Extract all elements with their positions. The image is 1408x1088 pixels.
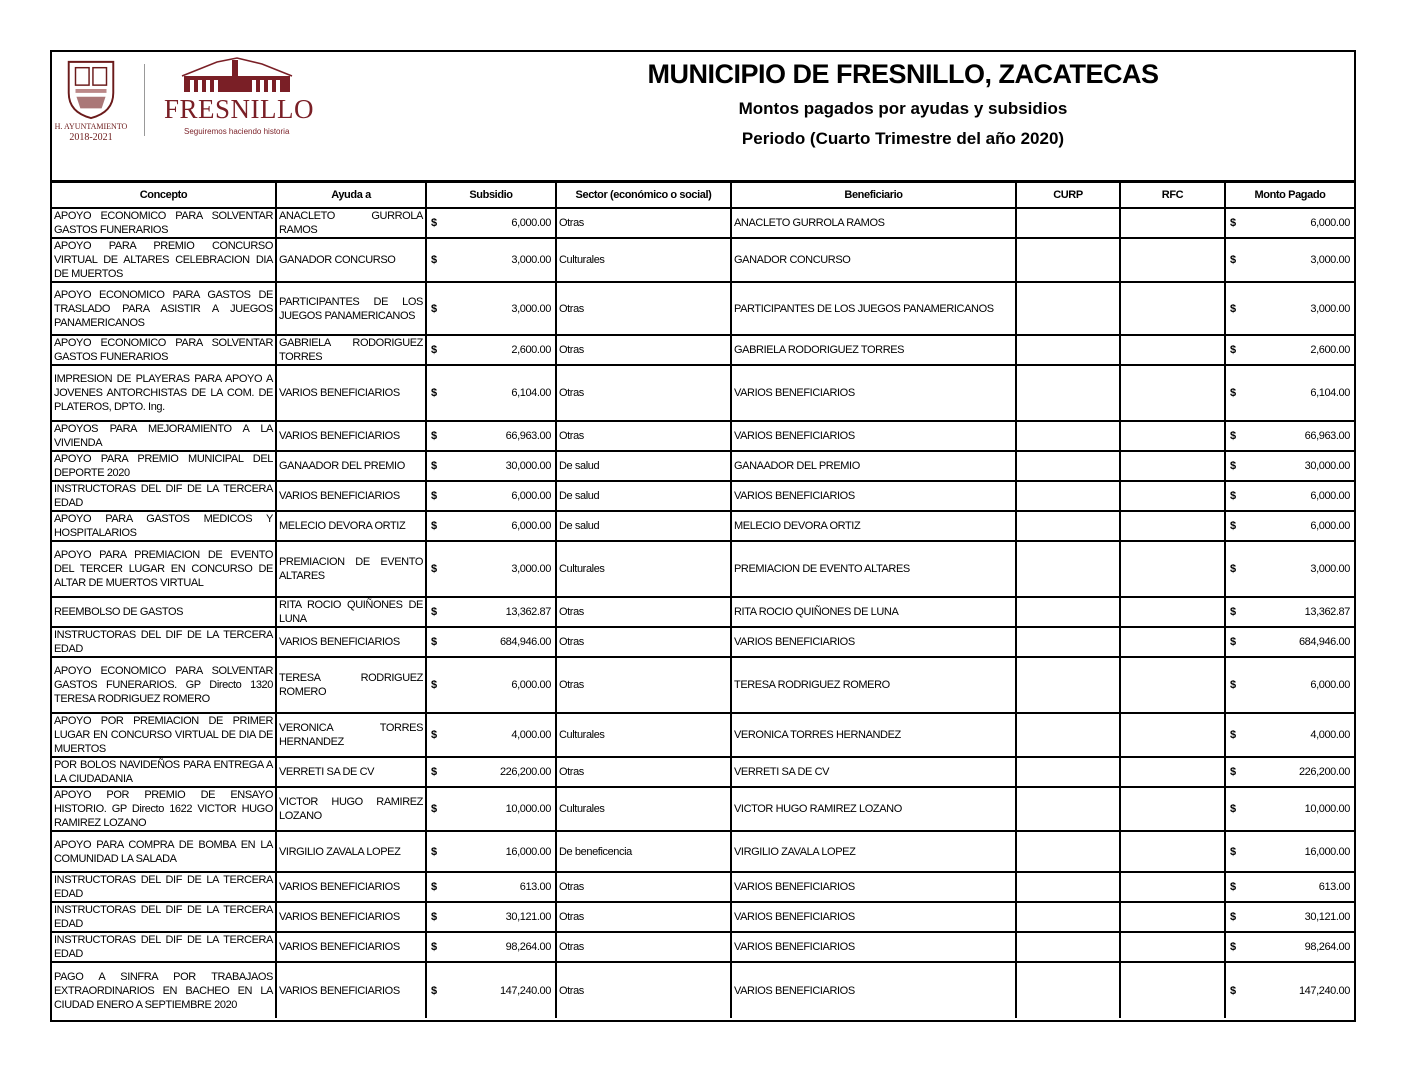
curp-cell: [1016, 932, 1120, 962]
monto-cell: [1225, 421, 1354, 451]
sector-cell: Otras: [556, 282, 731, 335]
monto-cell: [1225, 872, 1354, 902]
sector-cell: Culturales: [556, 238, 731, 282]
subsidio-cell-value: 66,963.00: [505, 430, 551, 442]
beneficiario-cell: VICTOR HUGO RAMIREZ LOZANO: [731, 787, 1016, 831]
currency-symbol: $: [1230, 636, 1236, 648]
rfc-cell: [1120, 282, 1225, 335]
subsidio-cell-value: 6,000.00: [511, 679, 551, 691]
currency-symbol: $: [1230, 911, 1236, 923]
monto-cell-value: 30,000.00: [1304, 460, 1350, 472]
monto-cell: [1225, 238, 1354, 282]
concepto-cell: APOYO PARA GASTOS MEDICOS Y HOSPITALARIOS: [52, 511, 276, 541]
column-header-subsidio: Subsidio: [426, 183, 556, 208]
concepto-cell: INSTRUCTORAS DEL DIF DE LA TERCERA EDAD: [52, 902, 276, 932]
currency-symbol: $: [1230, 845, 1236, 858]
rfc-cell: [1120, 962, 1225, 1018]
monto-cell: [1225, 932, 1354, 962]
beneficiario-cell: VARIOS BENEFICIARIOS: [731, 932, 1016, 962]
rfc-cell: [1120, 932, 1225, 962]
table-row: [52, 421, 1354, 451]
beneficiario-cell: VARIOS BENEFICIARIOS: [731, 365, 1016, 421]
monto-cell: [1225, 451, 1354, 481]
page-subtitle: Montos pagados por ayudas y subsidios: [738, 99, 1068, 118]
subsidio-cell: [426, 787, 556, 831]
table-row: [52, 831, 1354, 872]
monto-cell-value: 6,000.00: [1310, 679, 1350, 691]
beneficiario-cell: RITA ROCIO QUIÑONES DE LUNA: [731, 597, 1016, 627]
monto-cell-value: 3,000.00: [1310, 302, 1350, 315]
curp-cell: [1016, 481, 1120, 511]
beneficiario-cell: PREMIACION DE EVENTO ALTARES: [731, 541, 1016, 597]
currency-symbol: $: [431, 520, 437, 532]
subsidio-cell: [426, 282, 556, 335]
beneficiario-cell: VARIOS BENEFICIARIOS: [731, 872, 1016, 902]
sector-cell: Otras: [556, 627, 731, 657]
beneficiario-cell: VARIOS BENEFICIARIOS: [731, 902, 1016, 932]
monto-cell-value: 10,000.00: [1304, 803, 1350, 815]
concepto-cell: APOYOS PARA MEJORAMIENTO A LA VIVIENDA: [52, 421, 276, 451]
ayuda-cell: VARIOS BENEFICIARIOS: [276, 481, 426, 511]
beneficiario-cell: VERRETI SA DE CV: [731, 757, 1016, 787]
monto-cell: [1225, 208, 1354, 238]
beneficiario-cell: MELECIO DEVORA ORTIZ: [731, 511, 1016, 541]
monto-cell-value: 6,000.00: [1310, 490, 1350, 502]
subsidio-cell: [426, 962, 556, 1018]
curp-cell: [1016, 451, 1120, 481]
concepto-cell: APOYO PARA COMPRA DE BOMBA EN LA COMUNIDAD LA SALADA: [52, 831, 276, 872]
beneficiario-cell: VARIOS BENEFICIARIOS: [731, 421, 1016, 451]
subsidio-cell-value: 16,000.00: [505, 845, 551, 858]
table-row: [52, 787, 1354, 831]
column-header-sector: Sector (económico o social): [556, 183, 731, 208]
sector-cell: De beneficencia: [556, 831, 731, 872]
monto-cell-value: 147,240.00: [1298, 984, 1350, 997]
beneficiario-cell: VARIOS BENEFICIARIOS: [731, 962, 1016, 1018]
monto-cell: [1225, 627, 1354, 657]
sector-cell: Culturales: [556, 541, 731, 597]
currency-symbol: $: [431, 911, 437, 923]
rfc-cell: [1120, 757, 1225, 787]
sector-cell: Culturales: [556, 713, 731, 757]
sector-cell: De salud: [556, 481, 731, 511]
currency-symbol: $: [431, 881, 437, 893]
monto-cell-value: 16,000.00: [1304, 845, 1350, 858]
table-row: [52, 451, 1354, 481]
column-header-curp: CURP: [1016, 183, 1120, 208]
currency-symbol: $: [431, 766, 437, 778]
currency-symbol: $: [431, 254, 437, 266]
sector-cell: Otras: [556, 902, 731, 932]
ayuda-cell: VARIOS BENEFICIARIOS: [276, 902, 426, 932]
sector-cell: Otras: [556, 365, 731, 421]
subsidio-cell-value: 3,000.00: [511, 254, 551, 266]
ayuda-cell: GABRIELA RODORIGUEZ TORRES: [276, 335, 426, 365]
subsidio-cell: [426, 451, 556, 481]
monto-cell: [1225, 657, 1354, 713]
monto-cell-value: 684,946.00: [1298, 636, 1350, 648]
curp-cell: [1016, 627, 1120, 657]
rfc-cell: [1120, 902, 1225, 932]
monto-cell: [1225, 962, 1354, 1018]
currency-symbol: $: [431, 430, 437, 442]
concepto-cell: IMPRESION DE PLAYERAS PARA APOYO A JOVENES ANTORCHISTAS DE LA COM. DE PLATEROS, DPTO. Ing.: [52, 365, 276, 421]
concepto-cell: INSTRUCTORAS DEL DIF DE LA TERCERA EDAD: [52, 627, 276, 657]
subsidio-cell-value: 3,000.00: [511, 563, 551, 575]
currency-symbol: $: [431, 302, 437, 315]
subsidio-cell: [426, 365, 556, 421]
subsidio-cell-value: 226,200.00: [499, 766, 551, 778]
currency-symbol: $: [431, 460, 437, 472]
monto-cell-value: 2,600.00: [1310, 344, 1350, 356]
rfc-cell: [1120, 627, 1225, 657]
rfc-cell: [1120, 451, 1225, 481]
table-row: [52, 282, 1354, 335]
subsidio-cell: [426, 421, 556, 451]
rfc-cell: [1120, 335, 1225, 365]
rfc-cell: [1120, 238, 1225, 282]
curp-cell: [1016, 962, 1120, 1018]
currency-symbol: $: [431, 984, 437, 997]
currency-symbol: $: [431, 344, 437, 356]
ayuda-cell: VARIOS BENEFICIARIOS: [276, 932, 426, 962]
subsidio-cell-value: 684,946.00: [499, 636, 551, 648]
monto-cell: [1225, 787, 1354, 831]
curp-cell: [1016, 511, 1120, 541]
concepto-cell: APOYO POR PREMIO DE ENSAYO HISTORIO. GP Directo 1622 VICTOR HUGO RAMIREZ LOZANO: [52, 787, 276, 831]
ayuda-cell: VARIOS BENEFICIARIOS: [276, 627, 426, 657]
curp-cell: [1016, 597, 1120, 627]
concepto-cell: REEMBOLSO DE GASTOS: [52, 597, 276, 627]
column-header-ayuda: Ayuda a: [276, 183, 426, 208]
monto-cell: [1225, 757, 1354, 787]
currency-symbol: $: [1230, 302, 1236, 315]
currency-symbol: $: [1230, 490, 1236, 502]
table-row: [52, 713, 1354, 757]
concepto-cell: APOYO ECONOMICO PARA SOLVENTAR GASTOS FUNERARIOS. GP Directo 1320 TERESA RODRIGUEZ ROMERO: [52, 657, 276, 713]
currency-symbol: $: [431, 606, 437, 618]
beneficiario-cell: VERONICA TORRES HERNANDEZ: [731, 713, 1016, 757]
currency-symbol: $: [1230, 254, 1236, 266]
currency-symbol: $: [1230, 941, 1236, 953]
subsidio-cell-value: 13,362.87: [505, 606, 551, 618]
column-header-beneficiario: Beneficiario: [731, 183, 1016, 208]
currency-symbol: $: [1230, 520, 1236, 532]
rfc-cell: [1120, 787, 1225, 831]
rfc-cell: [1120, 511, 1225, 541]
monto-cell-value: 3,000.00: [1310, 563, 1350, 575]
table-row: [52, 657, 1354, 713]
subsidio-cell-value: 613.00: [519, 881, 551, 893]
table-row: [52, 627, 1354, 657]
concepto-cell: POR BOLOS NAVIDEÑOS PARA ENTREGA A LA CIUDADANIA: [52, 757, 276, 787]
subsidio-cell-value: 147,240.00: [499, 984, 551, 997]
ayuda-cell: VARIOS BENEFICIARIOS: [276, 962, 426, 1018]
curp-cell: [1016, 421, 1120, 451]
monto-cell-value: 613.00: [1318, 881, 1350, 893]
monto-cell: [1225, 335, 1354, 365]
monto-cell-value: 13,362.87: [1304, 606, 1350, 618]
rfc-cell: [1120, 365, 1225, 421]
document-header: [52, 52, 1354, 183]
currency-symbol: $: [431, 941, 437, 953]
table-row: [52, 541, 1354, 597]
beneficiario-cell: VARIOS BENEFICIARIOS: [731, 627, 1016, 657]
subsidio-cell: [426, 208, 556, 238]
monto-cell: [1225, 282, 1354, 335]
sector-cell: De salud: [556, 451, 731, 481]
sector-cell: Otras: [556, 657, 731, 713]
logo-tagline: Seguiremos haciendo historia: [184, 127, 290, 136]
ayuda-cell: GANAADOR DEL PREMIO: [276, 451, 426, 481]
subsidio-cell-value: 6,000.00: [511, 490, 551, 502]
currency-symbol: $: [431, 636, 437, 648]
beneficiario-cell: VARIOS BENEFICIARIOS: [731, 481, 1016, 511]
ayuda-cell: GANADOR CONCURSO: [276, 238, 426, 282]
table-row: [52, 365, 1354, 421]
subsidio-cell: [426, 597, 556, 627]
monto-cell: [1225, 831, 1354, 872]
rfc-cell: [1120, 657, 1225, 713]
concepto-cell: INSTRUCTORAS DEL DIF DE LA TERCERA EDAD: [52, 481, 276, 511]
monto-cell: [1225, 713, 1354, 757]
sector-cell: Otras: [556, 757, 731, 787]
monto-cell: [1225, 597, 1354, 627]
subsidio-cell-value: 10,000.00: [505, 803, 551, 815]
curp-cell: [1016, 541, 1120, 597]
concepto-cell: INSTRUCTORAS DEL DIF DE LA TERCERA EDAD: [52, 872, 276, 902]
subsidio-cell-value: 98,264.00: [505, 941, 551, 953]
ayuda-cell: VARIOS BENEFICIARIOS: [276, 421, 426, 451]
monto-cell: [1225, 365, 1354, 421]
currency-symbol: $: [431, 217, 437, 229]
subsidio-cell: [426, 932, 556, 962]
rfc-cell: [1120, 208, 1225, 238]
beneficiario-cell: VIRGILIO ZAVALA LOPEZ: [731, 831, 1016, 872]
currency-symbol: $: [1230, 563, 1236, 575]
curp-cell: [1016, 365, 1120, 421]
curp-cell: [1016, 657, 1120, 713]
currency-symbol: $: [1230, 803, 1236, 815]
rfc-cell: [1120, 597, 1225, 627]
monto-cell-value: 3,000.00: [1310, 254, 1350, 266]
currency-symbol: $: [1230, 430, 1236, 442]
currency-symbol: $: [1230, 344, 1236, 356]
table-row: [52, 902, 1354, 932]
beneficiario-cell: TERESA RODRIGUEZ ROMERO: [731, 657, 1016, 713]
sector-cell: De salud: [556, 511, 731, 541]
monto-cell-value: 98,264.00: [1304, 941, 1350, 953]
sector-cell: Otras: [556, 597, 731, 627]
table-row: [52, 872, 1354, 902]
concepto-cell: INSTRUCTORAS DEL DIF DE LA TERCERA EDAD: [52, 932, 276, 962]
table-row: [52, 962, 1354, 1018]
rfc-cell: [1120, 872, 1225, 902]
subsidies-table: [52, 183, 1354, 1018]
ayuda-cell: VICTOR HUGO RAMIREZ LOZANO: [276, 787, 426, 831]
subsidio-cell-value: 6,000.00: [511, 217, 551, 229]
sector-cell: Otras: [556, 872, 731, 902]
monto-cell-value: 226,200.00: [1298, 766, 1350, 778]
subsidio-cell: [426, 902, 556, 932]
monto-cell-value: 6,000.00: [1310, 217, 1350, 229]
curp-cell: [1016, 335, 1120, 365]
report-period: Periodo (Cuarto Trimestre del año 2020): [741, 129, 1065, 148]
curp-cell: [1016, 238, 1120, 282]
subsidio-cell: [426, 831, 556, 872]
logo-wordmark: FRESNILLO: [164, 94, 315, 124]
subsidio-cell: [426, 541, 556, 597]
currency-symbol: $: [431, 729, 437, 741]
sector-cell: Otras: [556, 208, 731, 238]
ayuda-cell: ANACLETO GURROLA RAMOS: [276, 208, 426, 238]
concepto-cell: APOYO ECONOMICO PARA SOLVENTAR GASTOS FUNERARIOS: [52, 208, 276, 238]
subsidio-cell: [426, 872, 556, 902]
subsidio-cell-value: 3,000.00: [511, 302, 551, 315]
curp-cell: [1016, 282, 1120, 335]
concepto-cell: APOYO PARA PREMIO MUNICIPAL DEL DEPORTE 2020: [52, 451, 276, 481]
monto-cell-value: 4,000.00: [1310, 729, 1350, 741]
currency-symbol: $: [431, 845, 437, 858]
rfc-cell: [1120, 831, 1225, 872]
column-header-monto: Monto Pagado: [1225, 183, 1354, 208]
currency-symbol: $: [431, 803, 437, 815]
subsidio-cell-value: 30,000.00: [505, 460, 551, 472]
currency-symbol: $: [1230, 217, 1236, 229]
rfc-cell: [1120, 541, 1225, 597]
currency-symbol: $: [431, 679, 437, 691]
sector-cell: Culturales: [556, 787, 731, 831]
table-row: [52, 511, 1354, 541]
currency-symbol: $: [431, 387, 437, 399]
seal-caption-line: H. AYUNTAMIENTO: [54, 122, 128, 131]
subsidio-cell-value: 6,104.00: [511, 387, 551, 399]
beneficiario-cell: ANACLETO GURROLA RAMOS: [731, 208, 1016, 238]
monto-cell: [1225, 541, 1354, 597]
curp-cell: [1016, 787, 1120, 831]
rfc-cell: [1120, 713, 1225, 757]
ayuda-cell: TERESA RODRIGUEZ ROMERO: [276, 657, 426, 713]
currency-symbol: $: [1230, 881, 1236, 893]
beneficiario-cell: GANADOR CONCURSO: [731, 238, 1016, 282]
monto-cell-value: 6,000.00: [1310, 520, 1350, 532]
curp-cell: [1016, 757, 1120, 787]
currency-symbol: $: [431, 563, 437, 575]
curp-cell: [1016, 208, 1120, 238]
currency-symbol: $: [431, 490, 437, 502]
monto-cell-value: 66,963.00: [1304, 430, 1350, 442]
table-row: [52, 208, 1354, 238]
table-row: [52, 757, 1354, 787]
page-title: MUNICIPIO DE FRESNILLO, ZACATECAS: [647, 59, 1159, 89]
concepto-cell: APOYO PARA PREMIO CONCURSO VIRTUAL DE ALTARES CELEBRACION DIA DE MUERTOS: [52, 238, 276, 282]
ayuda-cell: VARIOS BENEFICIARIOS: [276, 365, 426, 421]
subsidio-cell-value: 6,000.00: [511, 520, 551, 532]
monto-cell-value: 30,121.00: [1304, 911, 1350, 923]
currency-symbol: $: [1230, 984, 1236, 997]
currency-symbol: $: [1230, 766, 1236, 778]
curp-cell: [1016, 831, 1120, 872]
monto-cell: [1225, 511, 1354, 541]
table-row: [52, 238, 1354, 282]
sector-cell: Otras: [556, 335, 731, 365]
ayuda-cell: VERRETI SA DE CV: [276, 757, 426, 787]
subsidio-cell: [426, 757, 556, 787]
ayuda-cell: VARIOS BENEFICIARIOS: [276, 872, 426, 902]
currency-symbol: $: [1230, 606, 1236, 618]
column-header-concepto: Concepto: [52, 183, 276, 208]
seal-caption-years: 2018-2021: [69, 132, 113, 143]
ayuda-cell: MELECIO DEVORA ORTIZ: [276, 511, 426, 541]
ayuda-cell: VERONICA TORRES HERNANDEZ: [276, 713, 426, 757]
currency-symbol: $: [1230, 679, 1236, 691]
subsidio-cell: [426, 481, 556, 511]
currency-symbol: $: [1230, 460, 1236, 472]
table-row: [52, 481, 1354, 511]
concepto-cell: APOYO ECONOMICO PARA SOLVENTAR GASTOS FUNERARIOS: [52, 335, 276, 365]
curp-cell: [1016, 902, 1120, 932]
subsidio-cell: [426, 657, 556, 713]
concepto-cell: APOYO ECONOMICO PARA GASTOS DE TRASLADO PARA ASISTIR A JUEGOS PANAMERICANOS: [52, 282, 276, 335]
ayuda-cell: PREMIACION DE EVENTO ALTARES: [276, 541, 426, 597]
ayuda-cell: VIRGILIO ZAVALA LOPEZ: [276, 831, 426, 872]
rfc-cell: [1120, 421, 1225, 451]
subsidio-cell: [426, 627, 556, 657]
subsidio-cell-value: 4,000.00: [511, 729, 551, 741]
currency-symbol: $: [1230, 387, 1236, 399]
table-row: [52, 597, 1354, 627]
sector-cell: Otras: [556, 962, 731, 1018]
concepto-cell: APOYO POR PREMIACION DE PRIMER LUGAR EN CONCURSO VIRTUAL DE DIA DE MUERTOS: [52, 713, 276, 757]
column-header-rfc: RFC: [1120, 183, 1225, 208]
subsidio-cell: [426, 335, 556, 365]
beneficiario-cell: PARTICIPANTES DE LOS JUEGOS PANAMERICANOS: [731, 282, 1016, 335]
ayuda-cell: PARTICIPANTES DE LOS JUEGOS PANAMERICANOS: [276, 282, 426, 335]
curp-cell: [1016, 872, 1120, 902]
currency-symbol: $: [1230, 729, 1236, 741]
monto-cell: [1225, 902, 1354, 932]
subsidio-cell-value: 30,121.00: [505, 911, 551, 923]
beneficiario-cell: GANAADOR DEL PREMIO: [731, 451, 1016, 481]
table-row: [52, 335, 1354, 365]
subsidio-cell: [426, 713, 556, 757]
sector-cell: Otras: [556, 932, 731, 962]
subsidio-cell: [426, 511, 556, 541]
sector-cell: Otras: [556, 421, 731, 451]
concepto-cell: PAGO A SINFRA POR TRABAJAOS EXTRAORDINARIOS EN BACHEO EN LA CIUDAD ENERO A SEPTIEMBRE 2020: [52, 962, 276, 1018]
concepto-cell: APOYO PARA PREMIACION DE EVENTO DEL TERCER LUGAR EN CONCURSO DE ALTAR DE MUERTOS VIRTUAL: [52, 541, 276, 597]
curp-cell: [1016, 713, 1120, 757]
monto-cell-value: 6,104.00: [1310, 387, 1350, 399]
rfc-cell: [1120, 481, 1225, 511]
beneficiario-cell: GABRIELA RODORIGUEZ TORRES: [731, 335, 1016, 365]
table-row: [52, 932, 1354, 962]
ayuda-cell: RITA ROCIO QUIÑONES DE LUNA: [276, 597, 426, 627]
document-page: [50, 50, 1356, 1022]
subsidio-cell-value: 2,600.00: [511, 344, 551, 356]
subsidio-cell: [426, 238, 556, 282]
table-header-row: [52, 183, 1354, 208]
monto-cell: [1225, 481, 1354, 511]
